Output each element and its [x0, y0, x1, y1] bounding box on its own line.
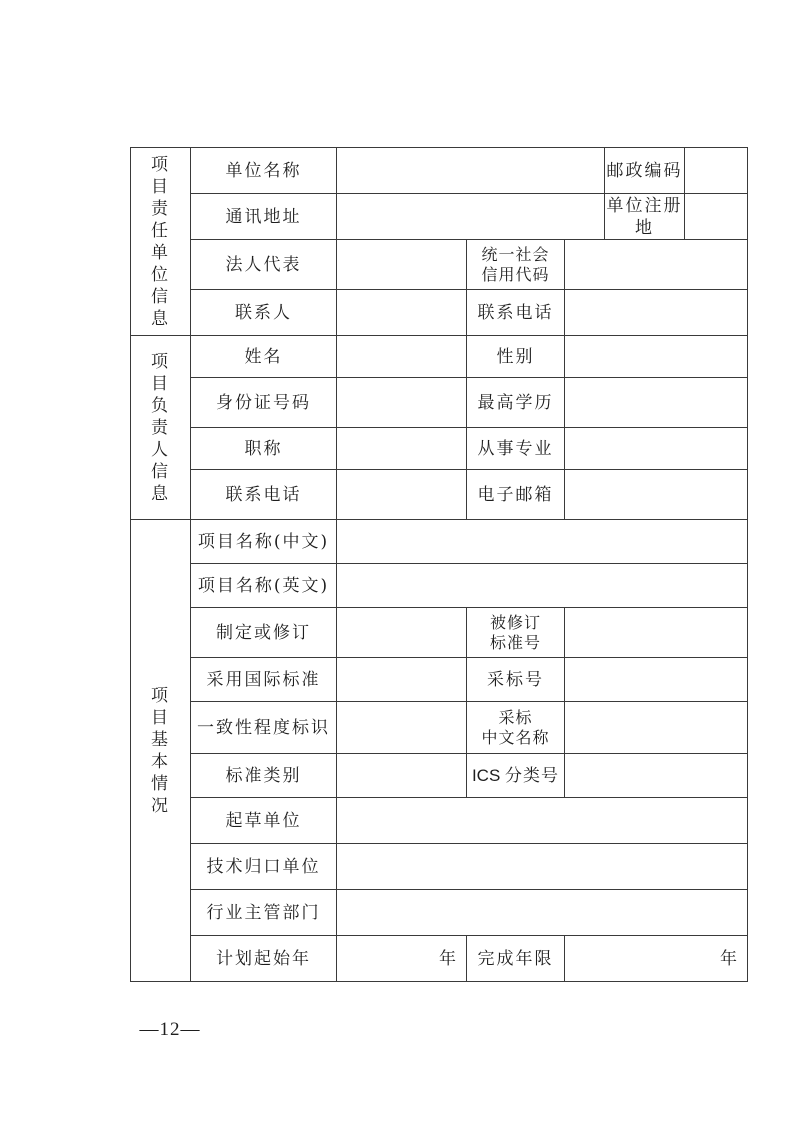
adopted-name-label	[467, 702, 565, 754]
revised-std-field[interactable]	[565, 608, 748, 658]
project-name-en-field[interactable]	[337, 564, 748, 608]
intl-std-field[interactable]	[337, 658, 467, 702]
make-revise-label: 制定或修订	[191, 608, 337, 658]
gender-field[interactable]	[565, 336, 748, 378]
major-field[interactable]	[565, 428, 748, 470]
leader-name-field[interactable]	[337, 336, 467, 378]
contact-label: 联系人	[191, 290, 337, 336]
drafter-field[interactable]	[337, 798, 748, 844]
project-name-en-label: 项目名称(英文)	[191, 564, 337, 608]
project-name-cn-field[interactable]	[337, 520, 748, 564]
education-field[interactable]	[565, 378, 748, 428]
credit-code-field[interactable]	[565, 240, 748, 290]
id-number-field[interactable]	[337, 378, 467, 428]
start-year-field[interactable]	[337, 936, 467, 982]
address-label: 通讯地址	[191, 194, 337, 240]
contact-phone-label: 联系电话	[467, 290, 565, 336]
major-label: 从事专业	[467, 428, 565, 470]
page-number: —12—	[139, 1019, 201, 1040]
category-label: 标准类别	[191, 754, 337, 798]
leader-name-label: 姓名	[191, 336, 337, 378]
leader-phone-field[interactable]	[337, 470, 467, 520]
ics-label	[467, 754, 565, 798]
consistency-label: 一致性程度标识	[191, 702, 337, 754]
adopted-no-field[interactable]	[565, 658, 748, 702]
unit-name-field[interactable]	[337, 148, 605, 194]
leader-phone-label: 联系电话	[191, 470, 337, 520]
drafter-label: 起草单位	[191, 798, 337, 844]
legal-rep-label: 法人代表	[191, 240, 337, 290]
ics-label-prefix: ICS	[471, 765, 501, 785]
section-unit-info: 项目责任单位信息	[131, 148, 191, 336]
project-application-form	[130, 147, 748, 982]
deadline-label: 完成年限	[467, 936, 565, 982]
intl-std-label: 采用国际标准	[191, 658, 337, 702]
address-field[interactable]	[337, 194, 605, 240]
section-basic-info: 项目基本情况	[131, 520, 191, 982]
contact-phone-field[interactable]	[565, 290, 748, 336]
title-label: 职称	[191, 428, 337, 470]
ics-field[interactable]	[565, 754, 748, 798]
tech-unit-label: 技术归口单位	[191, 844, 337, 890]
tech-unit-field[interactable]	[337, 844, 748, 890]
credit-code-label	[467, 240, 565, 290]
id-number-label: 身份证号码	[191, 378, 337, 428]
revised-std-label-line1: 被修订	[489, 612, 541, 632]
ics-label-suffix: 分类号	[505, 765, 560, 786]
reg-place-label: 单位注册地	[606, 195, 683, 238]
postcode-label: 邮政编码	[605, 148, 685, 194]
deadline-field[interactable]	[565, 936, 748, 982]
reg-place-field[interactable]	[685, 194, 748, 240]
credit-code-label-line2: 信用代码	[481, 264, 550, 284]
section-leader-info: 项目负责人信息	[131, 336, 191, 520]
deadline-year-unit: 年	[720, 948, 740, 969]
contact-field[interactable]	[337, 290, 467, 336]
email-field[interactable]	[565, 470, 748, 520]
project-name-cn-label: 项目名称(中文)	[191, 520, 337, 564]
education-label: 最高学历	[467, 378, 565, 428]
category-field[interactable]	[337, 754, 467, 798]
postcode-field[interactable]	[685, 148, 748, 194]
email-label: 电子邮箱	[467, 470, 565, 520]
gender-label: 性别	[467, 336, 565, 378]
legal-rep-field[interactable]	[337, 240, 467, 290]
adopted-name-label-line2: 中文名称	[481, 727, 550, 747]
consistency-field[interactable]	[337, 702, 467, 754]
revised-std-label-line2: 标准号	[489, 632, 541, 652]
title-field[interactable]	[337, 428, 467, 470]
adopted-name-field[interactable]	[565, 702, 748, 754]
revised-std-label	[467, 608, 565, 658]
adopted-name-label-line1: 采标	[498, 707, 533, 727]
start-year-label: 计划起始年	[191, 936, 337, 982]
authority-field[interactable]	[337, 890, 748, 936]
authority-label: 行业主管部门	[191, 890, 337, 936]
unit-name-label: 单位名称	[191, 148, 337, 194]
start-year-unit: 年	[439, 948, 458, 969]
adopted-no-label: 采标号	[467, 658, 565, 702]
make-revise-field[interactable]	[337, 608, 467, 658]
credit-code-label-line1: 统一社会	[481, 244, 550, 264]
